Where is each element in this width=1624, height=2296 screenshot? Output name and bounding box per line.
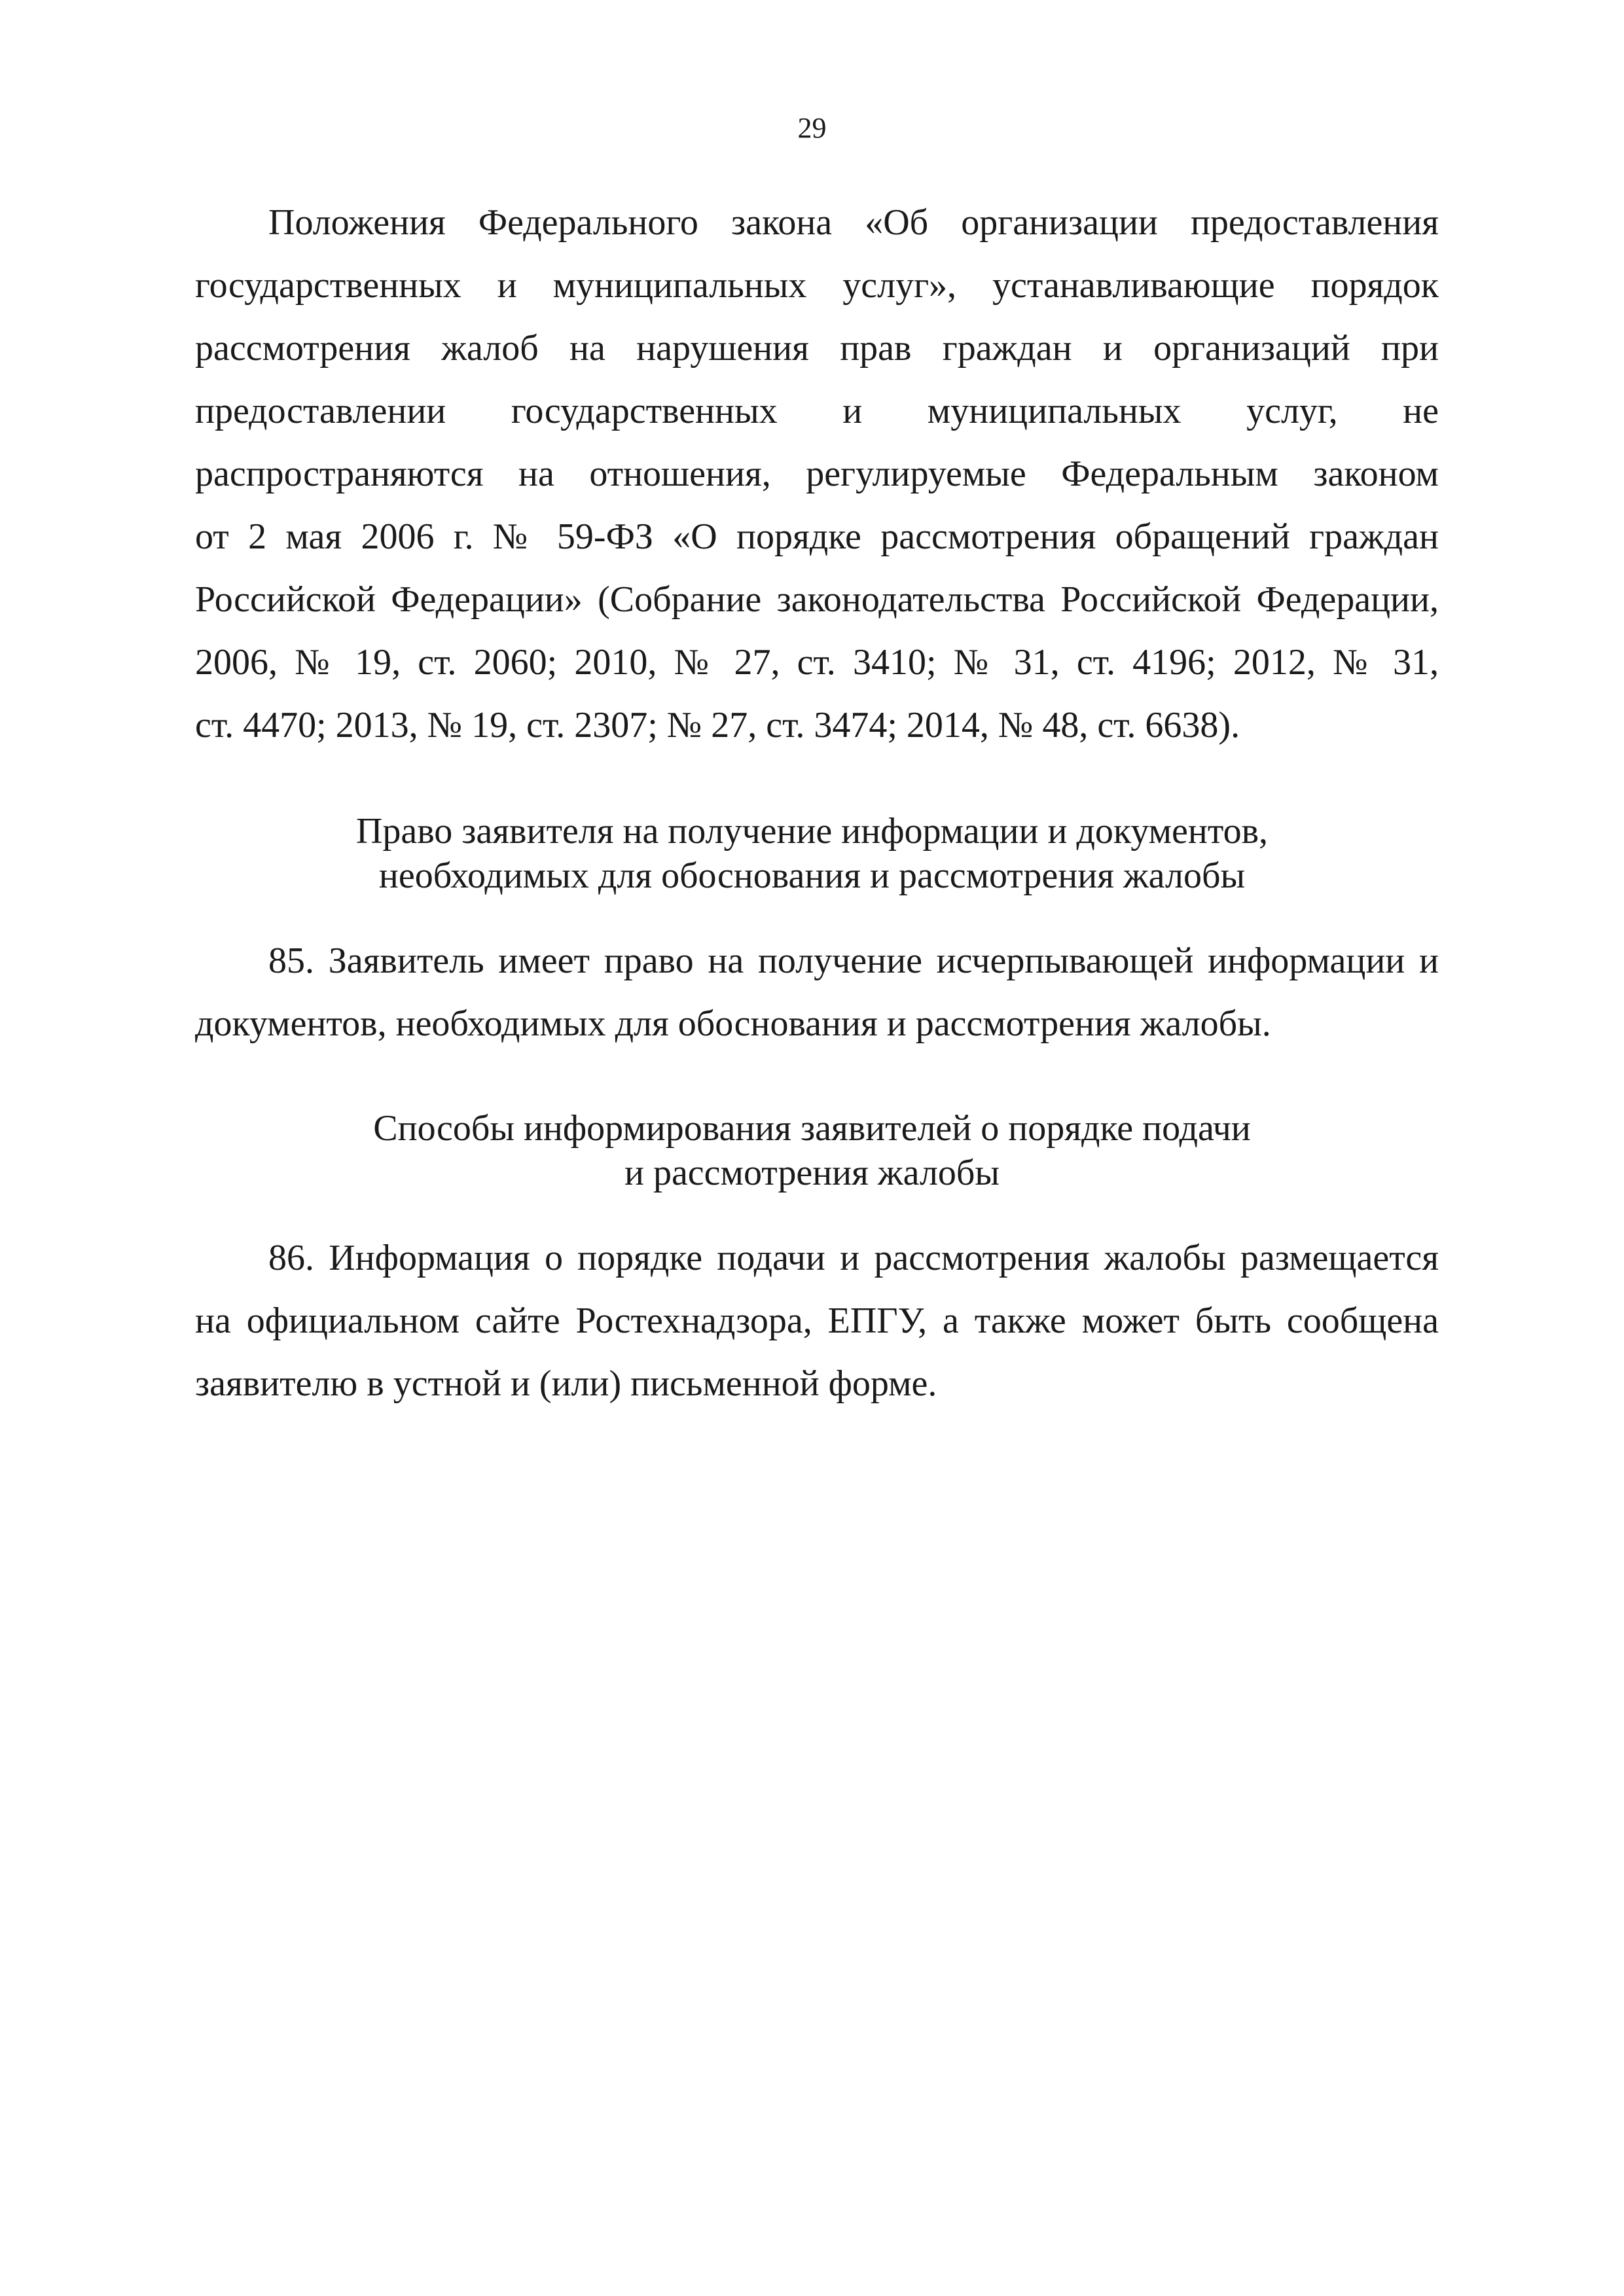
paragraph-line: предоставлении государственных и муниципальных услуг, не (195, 391, 1439, 431)
paragraph-line: государственных и муниципальных услуг», устанавливающие порядок (195, 265, 1439, 306)
paragraph-line: заявителю в устной и (или) письменной форме. (195, 1363, 937, 1404)
heading-line: необходимых для обоснования и рассмотрения жалобы (378, 855, 1246, 896)
paragraph-line: документов, необходимых для обоснования и рассмотрения жалобы. (195, 1003, 1271, 1044)
page-number: 29 (797, 112, 827, 144)
paragraph-line: Российской Федерации» (Собрание законодательства Российской Федерации, (195, 579, 1439, 620)
paragraph-85 (195, 929, 1439, 1055)
heading-line: и рассмотрения жалобы (624, 1153, 1000, 1193)
paragraph-line: ст. 4470; 2013, № 19, ст. 2307; № 27, ст. 3474; 2014, № 48, ст. 6638). (195, 705, 1240, 745)
section-heading-informing-methods (0, 1106, 1624, 1195)
section-heading-right-to-information (0, 809, 1624, 898)
paragraph-intro (195, 191, 1439, 757)
heading-line: Право заявителя на получение информации и документов, (355, 811, 1269, 852)
paragraph-line: рассмотрения жалоб на нарушения прав граждан и организаций при (195, 328, 1439, 368)
paragraph-line: Положения Федерального закона «Об организации предоставления (268, 202, 1439, 243)
paragraph-line: 86. Информация о порядке подачи и рассмотрения жалобы размещается (268, 1238, 1439, 1278)
paragraph-line: на официальном сайте Ростехнадзора, ЕПГУ, а также может быть сообщена (195, 1300, 1439, 1341)
paragraph-line: 2006, № 19, ст. 2060; 2010, № 27, ст. 3410; № 31, ст. 4196; 2012, № 31, (195, 642, 1439, 683)
heading-line: Способы информирования заявителей о порядке подачи (373, 1108, 1251, 1149)
paragraph-line: 85. Заявитель имеет право на получение исчерпывающей информации и (268, 941, 1439, 981)
paragraph-line: от 2 мая 2006 г. № 59-ФЗ «О порядке рассмотрения обращений граждан (195, 516, 1439, 557)
paragraph-line: распространяются на отношения, регулируемые Федеральным законом (195, 454, 1439, 494)
paragraph-86 (195, 1227, 1439, 1415)
